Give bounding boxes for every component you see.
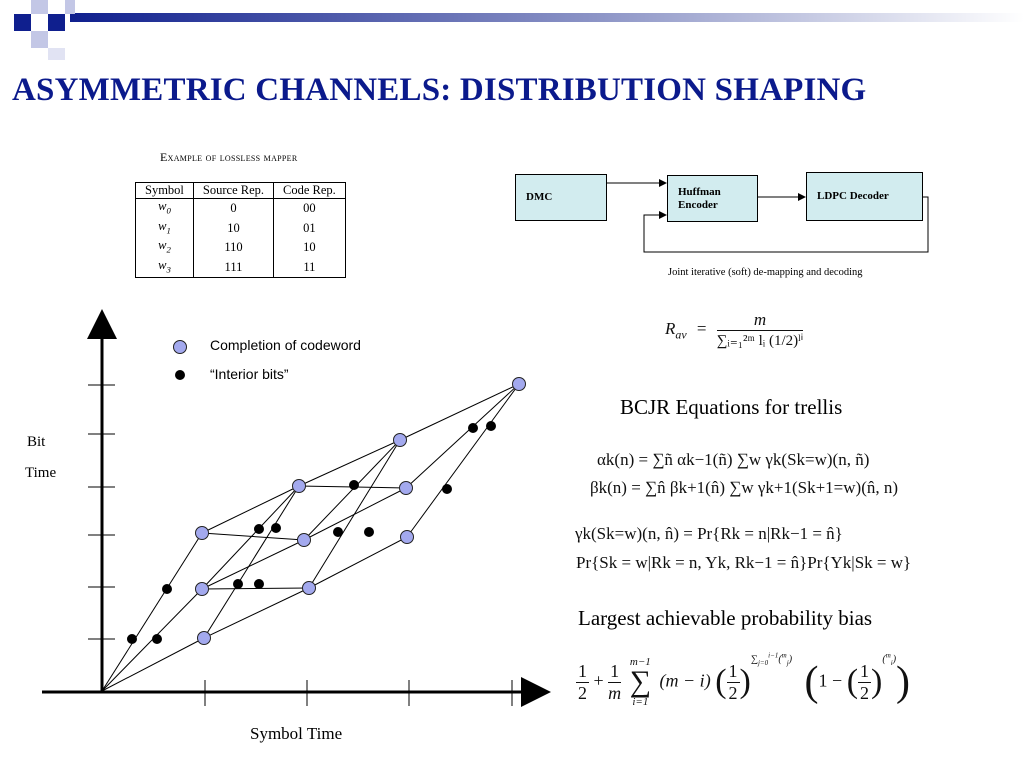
interior-bit-dot bbox=[333, 527, 343, 537]
y-axis-label-bit: Bit bbox=[27, 434, 46, 450]
completion-node bbox=[303, 582, 316, 595]
completion-node bbox=[293, 480, 306, 493]
table-row bbox=[136, 219, 346, 239]
huffman-encoder-block: Huffman Encoder bbox=[667, 175, 758, 222]
column-header: Code Rep. bbox=[274, 183, 346, 199]
legend-interior-label: “Interior bits” bbox=[210, 366, 289, 382]
table-cell: $w_0$ bbox=[136, 199, 194, 219]
dmc-block: DMC bbox=[515, 174, 607, 221]
table-row bbox=[136, 238, 346, 258]
bcjr-heading: BCJR Equations for trellis bbox=[620, 395, 843, 419]
completion-node bbox=[400, 482, 413, 495]
table-cell: 110 bbox=[193, 238, 273, 258]
interior-bit-dot bbox=[271, 523, 281, 533]
corner-decoration bbox=[0, 0, 1024, 60]
ldpc-decoder-block: LDPC Decoder bbox=[806, 172, 923, 221]
rav-formula: $R_{av}$ = $\frac{m}{\text{∑ᵢ₌₁²ᵐ lᵢ (1/2)ˡⁱ}}$ bbox=[665, 310, 804, 349]
table-cell: 111 bbox=[193, 258, 273, 278]
beta-equation: βk(n) = ∑n̂ βk+1(n̂) ∑w γk+1(Sk+1=w)(n̂, n) bbox=[590, 478, 899, 497]
table-cell: $w_3$ bbox=[136, 258, 194, 278]
table-cell: $w_1$ bbox=[136, 219, 194, 239]
legend-completion-marker bbox=[174, 341, 187, 354]
interior-bit-dot bbox=[233, 579, 243, 589]
x-axis-label: Symbol Time bbox=[250, 724, 343, 743]
completion-node bbox=[298, 534, 311, 547]
mapper-table bbox=[135, 182, 346, 278]
table-cell: 0 bbox=[193, 199, 273, 219]
bias-heading: Largest achievable probability bias bbox=[578, 606, 873, 630]
bias-formula: $\frac{1}{2}$ + $\frac{1}{m}$ m−1 ∑ i=1 (m − i) ( $\frac{1}{2}$ )$^{\sum_{j=0}^{i-1}(^m_j)}$ (1 − ( $\frac{1}{2}$ )$^{(^m_i)}$) bbox=[578, 652, 911, 709]
interior-bit-dot bbox=[152, 634, 162, 644]
trellis-diagram bbox=[0, 300, 570, 710]
table-cell: 10 bbox=[274, 238, 346, 258]
slide-title: ASYMMETRIC CHANNELS: DISTRIBUTION SHAPING bbox=[12, 72, 867, 108]
diagram-caption: Joint iterative (soft) de-mapping and decoding bbox=[668, 267, 863, 278]
table-row bbox=[136, 199, 346, 219]
alpha-equation: αk(n) = ∑ñ αk−1(ñ) ∑w γk(Sk=w)(n, ñ) bbox=[597, 450, 870, 469]
interior-bit-dot bbox=[364, 527, 374, 537]
interior-bit-dot bbox=[162, 584, 172, 594]
interior-bit-dot bbox=[486, 421, 496, 431]
completion-node bbox=[513, 378, 526, 391]
interior-bit-dot bbox=[127, 634, 137, 644]
table-cell: $w_2$ bbox=[136, 238, 194, 258]
column-header: Source Rep. bbox=[193, 183, 273, 199]
table-header-row bbox=[136, 183, 346, 199]
interior-bit-dot bbox=[442, 484, 452, 494]
completion-node bbox=[198, 632, 211, 645]
completion-node bbox=[401, 531, 414, 544]
interior-bit-dot bbox=[468, 423, 478, 433]
table-cell: 00 bbox=[274, 199, 346, 219]
table-cell: 01 bbox=[274, 219, 346, 239]
interior-bit-dot bbox=[349, 480, 359, 490]
interior-bit-dot bbox=[254, 579, 264, 589]
gamma-equation: γk(Sk=w)(n, n̂) = Pr{Rk = n|Rk−1 = n̂} bbox=[575, 524, 843, 543]
y-axis-label-time: Time bbox=[25, 465, 57, 481]
interior-bit-dot bbox=[254, 524, 264, 534]
table-cell: 11 bbox=[274, 258, 346, 278]
completion-node bbox=[196, 527, 209, 540]
legend-interior-marker bbox=[175, 370, 185, 380]
completion-node bbox=[394, 434, 407, 447]
column-header: Symbol bbox=[136, 183, 194, 199]
table-cell: 10 bbox=[193, 219, 273, 239]
completion-node bbox=[196, 583, 209, 596]
table-row bbox=[136, 258, 346, 278]
table-caption: Example of lossless mapper bbox=[160, 150, 298, 164]
legend-completion-label: Completion of codeword bbox=[210, 337, 361, 353]
pr-equation: Pr{Sk = w|Rk = n, Yk, Rk−1 = n̂}Pr{Yk|Sk = w} bbox=[576, 553, 912, 572]
